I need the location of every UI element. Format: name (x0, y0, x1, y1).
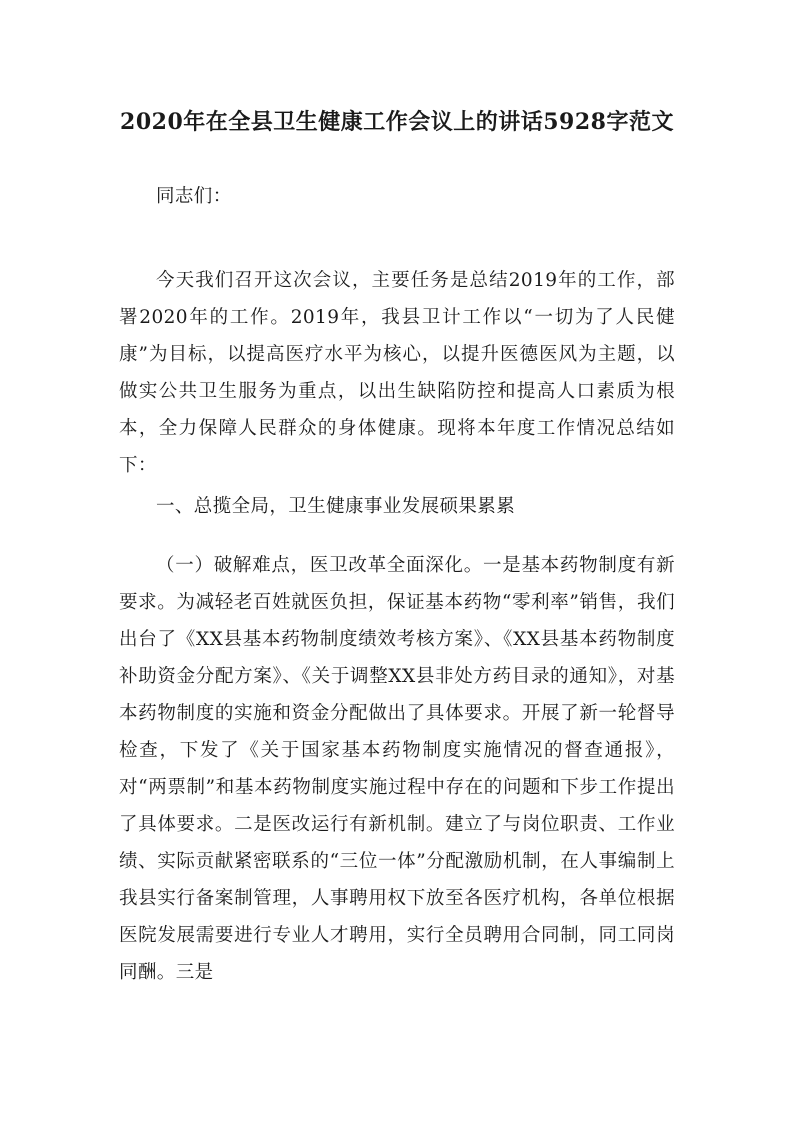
section-heading: 一、总揽全局，卫生健康事业发展硕果累累 (156, 496, 516, 517)
greeting-paragraph: 同志们： (156, 186, 232, 207)
section-paragraph: （一）破解难点，医卫改革全面深化。一是基本药物制度有新要求。为减轻老百姓就医负担，保证基本药物“零利率”销售，我们出台了《XX县基本药物制度绩效考核方案》、《XX县基本药物制度补助资金分配方案》、《关于调整XX县非处方药目录的通知》，对基本药物制度的实施和资金分配做出了具体要求。开展了新一轮督导检查，下发了《关于国家基本药物制度实施情况的督查通报》，对“两票制”和基本药物制度实施过程中存在的问题和下步工作提出了具体要求。二是医改运行有新机制。建立了与岗位职责、工作业绩、实际贡献紧密联系的“三位一体”分配激励机制，在人事编制上我县实行备案制管理，人事聘用权下放至各医疗机构，各单位根据医院发展需要进行专业人才聘用，实行全员聘用合同制，同工同岗同酬。三是 (119, 555, 675, 983)
intro-paragraph: 今天我们召开这次会议，主要任务是总结2019年的工作，部署2020年的工作。2019年，我县卫计工作以“一切为了人民健康”为目标，以提高医疗水平为核心，以提升医德医风为主题，以做实公共卫生服务为重点，以出生缺陷防控和提高人口素质为根本，全力保障人民群众的身体健康。现将本年度工作情况总结如下： (119, 270, 675, 476)
document-title: 2020年在全县卫生健康工作会议上的讲话5928字范文 (120, 109, 674, 135)
